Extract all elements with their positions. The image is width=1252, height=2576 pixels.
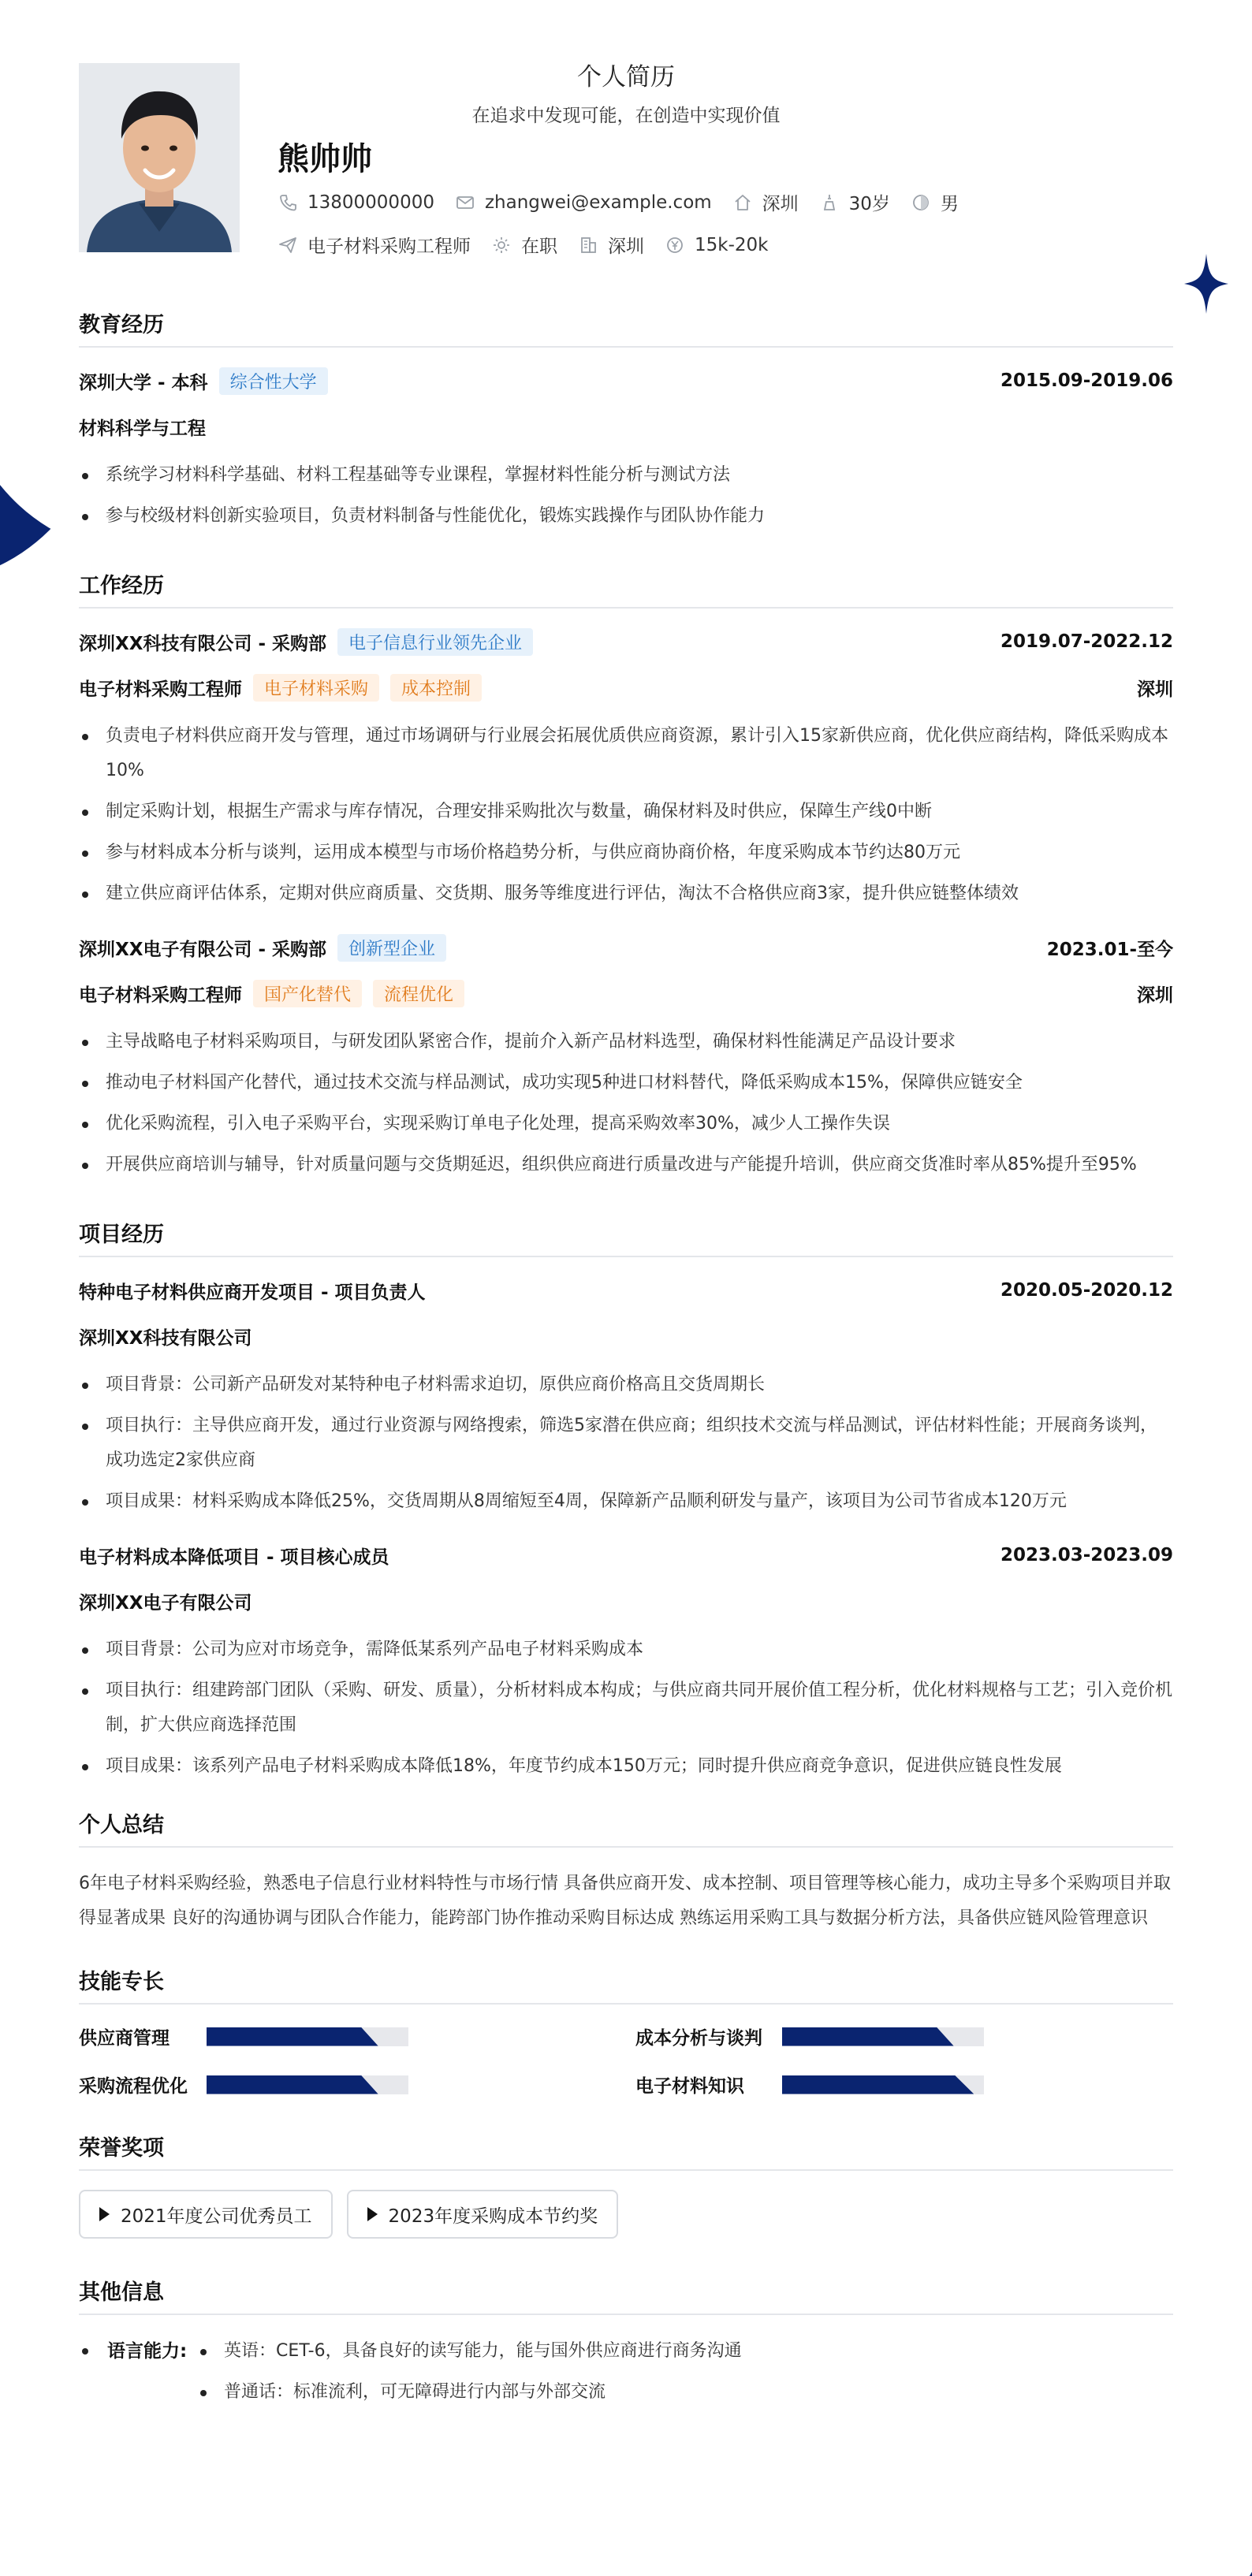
resume-header bbox=[79, 47, 1173, 284]
status-icon bbox=[491, 235, 512, 255]
skill-name: 成本分析与谈判 bbox=[635, 2028, 762, 2049]
education-entry bbox=[79, 367, 1173, 534]
project-entry bbox=[79, 1276, 1173, 1519]
position-name: 电子材料采购工程师 bbox=[79, 679, 242, 700]
company-name: 深圳XX电子有限公司 - 采购部 bbox=[79, 939, 327, 960]
skill-name: 采购流程优化 bbox=[79, 2076, 188, 2097]
work-bullets bbox=[79, 1025, 1173, 1182]
skill-bar-fill bbox=[207, 2027, 378, 2046]
skill-item bbox=[79, 2072, 635, 2098]
list-item: 参与材料成本分析与谈判，运用成本模型与市场价格趋势分析，与供应商协商价格，年度采购成本节约达80万元 bbox=[79, 836, 1173, 870]
send-icon bbox=[278, 235, 298, 255]
building-icon bbox=[578, 235, 598, 255]
list-item: 优化采购流程，引入电子采购平台，实现采购订单电子化处理，提高采购效率30%，减少人工操作失误 bbox=[79, 1107, 1173, 1141]
list-item: 项目背景：公司新产品研发对某特种电子材料需求迫切，原供应商价格高且交货周期长 bbox=[79, 1368, 1173, 1402]
age-text: 30岁 bbox=[848, 194, 890, 214]
project-name: 特种电子材料供应商开发项目 - 项目负责人 bbox=[79, 1282, 426, 1303]
intent-city-text: 深圳 bbox=[608, 236, 644, 257]
school-name: 深圳大学 - 本科 bbox=[79, 372, 208, 393]
company-tag: 电子信息行业领先企业 bbox=[337, 628, 533, 656]
project-company-row bbox=[79, 1587, 1173, 1615]
candidate-name: 熊帅帅 bbox=[278, 141, 372, 177]
gender-text: 男 bbox=[940, 194, 959, 214]
skill-name: 电子材料知识 bbox=[635, 2076, 744, 2097]
work-location: 深圳 bbox=[1137, 679, 1173, 700]
phone-icon bbox=[278, 192, 298, 213]
mail-icon bbox=[455, 192, 475, 213]
skills-section bbox=[79, 1964, 1173, 2098]
skill-tag: 成本控制 bbox=[390, 674, 482, 702]
project-header-row bbox=[79, 1541, 1173, 1569]
contact-age bbox=[819, 189, 890, 215]
play-triangle-icon bbox=[99, 2207, 110, 2221]
skill-bar bbox=[207, 2075, 408, 2094]
section-title: 教育经历 bbox=[79, 307, 1173, 348]
position-name: 电子材料采购工程师 bbox=[79, 985, 242, 1006]
salary-icon bbox=[665, 235, 685, 255]
age-icon bbox=[819, 192, 840, 213]
intent-status bbox=[491, 232, 557, 258]
list-item: 项目成果：材料采购成本降低25%，交货周期从8周缩短至4周，保障新产品顺利研发与量产，该项目为公司节省成本120万元 bbox=[79, 1484, 1173, 1519]
list-item: 开展供应商培训与辅导，针对质量问题与交货期延迟，组织供应商进行质量改进与产能提升培训，供应商交货准时率从85%提升至95% bbox=[79, 1148, 1173, 1182]
skill-bar-fill bbox=[207, 2075, 378, 2094]
sparkle-star-icon bbox=[1184, 254, 1228, 314]
skill-tag: 电子材料采购 bbox=[253, 674, 379, 702]
company-name: 深圳XX科技有限公司 - 采购部 bbox=[79, 633, 327, 654]
skill-bar bbox=[782, 2027, 984, 2046]
project-company-row bbox=[79, 1322, 1173, 1350]
honor-text: 2021年度公司优秀员工 bbox=[121, 2206, 312, 2227]
work-entry bbox=[79, 933, 1173, 1182]
project-bullets bbox=[79, 1368, 1173, 1519]
company-tag: 创新型企业 bbox=[337, 934, 446, 962]
work-date: 2019.07-2022.12 bbox=[1000, 631, 1173, 652]
status-text: 在职 bbox=[521, 236, 557, 257]
honors-list bbox=[79, 2190, 1173, 2239]
skill-item bbox=[635, 2072, 1173, 2098]
skill-bar bbox=[207, 2027, 408, 2046]
intent-position bbox=[278, 232, 471, 258]
list-item: 项目背景：公司为应对市场竞争，需降低某系列产品电子材料采购成本 bbox=[79, 1632, 1173, 1667]
list-item: 项目执行：主导供应商开发，通过行业资源与网络搜索，筛选5家潜在供应商；组织技术交流与样品测试，评估材料性能；开展商务谈判，成功选定2家供应商 bbox=[79, 1409, 1173, 1478]
skill-item bbox=[79, 2023, 635, 2049]
language-label bbox=[79, 2334, 197, 2416]
contact-phone bbox=[278, 192, 434, 213]
company-row bbox=[79, 933, 1173, 962]
contact-email bbox=[455, 192, 712, 213]
skill-name: 供应商管理 bbox=[79, 2028, 170, 2049]
school-tag: 综合性大学 bbox=[219, 367, 328, 395]
contact-gender bbox=[911, 189, 959, 215]
skill-bar bbox=[782, 2075, 984, 2094]
skill-tag: 国产化替代 bbox=[253, 980, 362, 1007]
section-title: 项目经历 bbox=[79, 1217, 1173, 1257]
skill-bar-fill bbox=[782, 2075, 974, 2094]
list-item: 项目执行：组建跨部门团队（采购、研发、质量），分析材料成本构成；与供应商共同开展价值工程分析，优化材料规格与工艺；引入竞价机制，扩大供应商选择范围 bbox=[79, 1673, 1173, 1743]
summary-text: 6年电子材料采购经验，熟悉电子信息行业材料特性与市场行情 具备供应商开发、成本控制、项目管理等核心能力，成功主导多个采购项目并取得显著成果 良好的沟通协调与团队合作能力，能跨部门协作推动采购目标达成 熟练运用采购工具与数据分析方法，具备供应链风险管理意识 bbox=[79, 1874, 1171, 1928]
contact-city bbox=[732, 189, 799, 215]
honor-text: 2023年度采购成本节约奖 bbox=[388, 2206, 598, 2227]
skill-tag: 流程优化 bbox=[373, 980, 464, 1007]
education-date: 2015.09-2019.06 bbox=[1000, 370, 1173, 391]
major-name: 材料科学与工程 bbox=[79, 418, 206, 439]
language-list bbox=[197, 2334, 742, 2416]
honors-section bbox=[79, 2131, 1173, 2239]
section-title: 个人总结 bbox=[79, 1807, 1173, 1848]
education-bullets bbox=[79, 458, 1173, 534]
work-section bbox=[79, 568, 1173, 1182]
project-name: 电子材料成本降低项目 - 项目核心成员 bbox=[79, 1547, 389, 1568]
list-item: 参与校级材料创新实验项目，负责材料制备与性能优化，锻炼实践操作与团队协作能力 bbox=[79, 499, 1173, 534]
document-title: 个人简历 bbox=[577, 63, 675, 91]
home-icon bbox=[732, 192, 753, 213]
list-item: 推动电子材料国产化替代，通过技术交流与样品测试，成功实现5种进口材料替代，降低采购成本15%，保障供应链安全 bbox=[79, 1066, 1173, 1100]
section-title: 工作经历 bbox=[79, 568, 1173, 609]
bullet-dot bbox=[82, 2348, 88, 2355]
education-section bbox=[79, 307, 1173, 534]
list-item: 负责电子材料供应商开发与管理，通过市场调研与行业展会拓展优质供应商资源，累计引入15家新供应商，优化供应商结构，降低采购成本10% bbox=[79, 719, 1173, 788]
motto: 在追求中发现可能，在创造中实现价值 bbox=[471, 106, 781, 126]
position-text: 电子材料采购工程师 bbox=[307, 236, 471, 257]
contact-row bbox=[278, 189, 979, 215]
summary-section bbox=[79, 1807, 1173, 1936]
project-company: 深圳XX科技有限公司 bbox=[79, 1327, 252, 1349]
phone-text: 13800000000 bbox=[307, 192, 434, 213]
education-header-row bbox=[79, 367, 1173, 395]
project-company: 深圳XX电子有限公司 bbox=[79, 1592, 252, 1614]
play-triangle-icon bbox=[367, 2207, 378, 2221]
intent-salary bbox=[665, 235, 768, 255]
project-bullets bbox=[79, 1632, 1173, 1784]
project-header-row bbox=[79, 1276, 1173, 1305]
email-text: zhangwei@example.com bbox=[484, 192, 712, 213]
language-block bbox=[79, 2334, 1173, 2416]
skills-grid bbox=[79, 2023, 1173, 2098]
other-section bbox=[79, 2275, 1173, 2416]
section-title: 技能专长 bbox=[79, 1964, 1173, 2005]
work-bullets bbox=[79, 719, 1173, 911]
work-date: 2023.01-至今 bbox=[1046, 939, 1173, 960]
project-date: 2020.05-2020.12 bbox=[1000, 1280, 1173, 1301]
skill-item bbox=[635, 2023, 1173, 2049]
project-date: 2023.03-2023.09 bbox=[1000, 1545, 1173, 1565]
list-item: 主导战略电子材料采购项目，与研发团队紧密合作，提前介入新产品材料选型，确保材料性能满足产品设计要求 bbox=[79, 1025, 1173, 1059]
list-item: 英语：CET-6，具备良好的读写能力，能与国外供应商进行商务沟通 bbox=[197, 2334, 742, 2369]
list-item: 制定采购计划，根据生产需求与库存情况，合理安排采购批次与数量，确保材料及时供应，保障生产线0中断 bbox=[79, 795, 1173, 829]
work-location: 深圳 bbox=[1137, 985, 1173, 1006]
list-item: 普通话：标准流利，可无障碍进行内部与外部交流 bbox=[197, 2375, 742, 2410]
project-entry bbox=[79, 1541, 1173, 1784]
position-row bbox=[79, 979, 1173, 1007]
language-label-text: 语言能力: bbox=[107, 2341, 188, 2362]
intent-city bbox=[578, 232, 644, 258]
list-item: 系统学习材料科学基础、材料工程基础等专业课程，掌握材料性能分析与测试方法 bbox=[79, 458, 1173, 493]
major-row bbox=[79, 412, 1173, 441]
list-item: 项目成果：该系列产品电子材料采购成本降低18%，年度节约成本150万元；同时提升供应商竞争意识，促进供应链良性发展 bbox=[79, 1749, 1173, 1784]
list-item: 建立供应商评估体系，定期对供应商质量、交货期、服务等维度进行评估，淘汰不合格供应商3家，提升供应链整体绩效 bbox=[79, 877, 1173, 911]
job-intent-row bbox=[278, 232, 788, 258]
projects-section bbox=[79, 1217, 1173, 1784]
gender-icon bbox=[911, 192, 931, 213]
salary-text: 15k-20k bbox=[695, 234, 769, 255]
section-title: 荣誉奖项 bbox=[79, 2131, 1173, 2171]
skill-bar-fill bbox=[782, 2027, 954, 2046]
section-title: 其他信息 bbox=[79, 2275, 1173, 2315]
company-row bbox=[79, 627, 1173, 656]
work-entry bbox=[79, 627, 1173, 911]
honor-badge bbox=[347, 2190, 619, 2239]
honor-badge bbox=[79, 2190, 333, 2239]
resume-page bbox=[79, 47, 1173, 2416]
position-row bbox=[79, 673, 1173, 702]
city-text: 深圳 bbox=[762, 194, 799, 214]
